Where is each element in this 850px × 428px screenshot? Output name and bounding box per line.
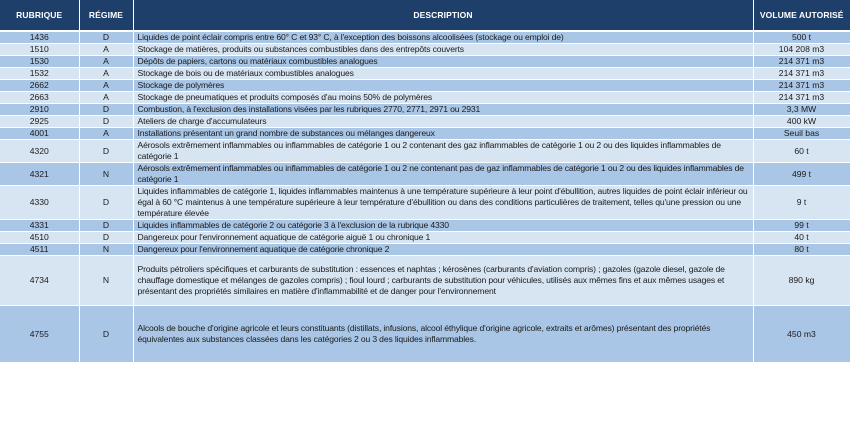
cell-volume: 890 kg: [753, 256, 850, 306]
cell-regime: A: [79, 44, 133, 56]
table-row: [0, 140, 850, 163]
cell-regime: N: [79, 163, 133, 186]
cell-volume: 214 371 m3: [753, 68, 850, 80]
cell-rubrique: 4330: [0, 186, 79, 220]
cell-rubrique: 4510: [0, 232, 79, 244]
cell-rubrique: 4320: [0, 140, 79, 163]
cell-description: Liquides de point éclair compris entre 60° C et 93° C, à l'exception des boissons alcoolisées (stockage ou emploi de): [133, 31, 753, 44]
cell-description: Aérosols extrêmement inflammables ou inflammables de catégorie 1 ou 2 ne contenant pas de gaz inflammables de catégorie 1 ou 2 ou des liquides inflammables de catégorie 1: [133, 163, 753, 186]
table-row: [0, 163, 850, 186]
table-row: [0, 68, 850, 80]
cell-volume: 214 371 m3: [753, 80, 850, 92]
cell-description: Ateliers de charge d'accumulateurs: [133, 116, 753, 128]
cell-volume: 80 t: [753, 244, 850, 256]
cell-description: Aérosols extrêmement inflammables ou inflammables de catégorie 1 ou 2 contenant des gaz inflammables de catégorie 1 ou 2 ou des liquides inflammables de catégorie 1: [133, 140, 753, 163]
cell-rubrique: 4734: [0, 256, 79, 306]
table-row: [0, 232, 850, 244]
cell-regime: A: [79, 56, 133, 68]
header-regime: RÉGIME: [79, 0, 133, 31]
cell-volume: 104 208 m3: [753, 44, 850, 56]
cell-regime: A: [79, 68, 133, 80]
cell-volume: 450 m3: [753, 306, 850, 363]
cell-rubrique: 4511: [0, 244, 79, 256]
cell-regime: N: [79, 244, 133, 256]
cell-regime: N: [79, 256, 133, 306]
cell-description: Dangereux pour l'environnement aquatique de catégorie aiguë 1 ou chronique 1: [133, 232, 753, 244]
cell-volume: 9 t: [753, 186, 850, 220]
cell-volume: 214 371 m3: [753, 56, 850, 68]
cell-volume: 500 t: [753, 31, 850, 44]
cell-regime: D: [79, 186, 133, 220]
cell-rubrique: 2662: [0, 80, 79, 92]
cell-rubrique: 1532: [0, 68, 79, 80]
table-row: [0, 44, 850, 56]
cell-regime: D: [79, 232, 133, 244]
cell-rubrique: 2663: [0, 92, 79, 104]
cell-description: Combustion, à l'exclusion des installations visées par les rubriques 2770, 2771, 2971 ou 2931: [133, 104, 753, 116]
cell-volume: 60 t: [753, 140, 850, 163]
header-description: DESCRIPTION: [133, 0, 753, 31]
cell-rubrique: 4331: [0, 220, 79, 232]
cell-volume: 499 t: [753, 163, 850, 186]
cell-rubrique: 1436: [0, 31, 79, 44]
table-row: [0, 92, 850, 104]
table-row: [0, 306, 850, 363]
cell-volume: 3,3 MW: [753, 104, 850, 116]
cell-volume: 40 t: [753, 232, 850, 244]
cell-regime: D: [79, 31, 133, 44]
header-rubrique: RUBRIQUE: [0, 0, 79, 31]
cell-regime: D: [79, 116, 133, 128]
cell-regime: D: [79, 306, 133, 363]
cell-rubrique: 4755: [0, 306, 79, 363]
table-row: [0, 116, 850, 128]
cell-regime: D: [79, 104, 133, 116]
table-row: [0, 256, 850, 306]
cell-rubrique: 1510: [0, 44, 79, 56]
cell-regime: A: [79, 128, 133, 140]
cell-regime: D: [79, 140, 133, 163]
cell-regime: A: [79, 92, 133, 104]
table-row: [0, 128, 850, 140]
cell-rubrique: 4321: [0, 163, 79, 186]
cell-description: Stockage de matières, produits ou substances combustibles dans des entrepôts couverts: [133, 44, 753, 56]
cell-description: Stockage de polymères: [133, 80, 753, 92]
cell-regime: A: [79, 80, 133, 92]
table-row: [0, 220, 850, 232]
cell-rubrique: 1530: [0, 56, 79, 68]
cell-description: Installations présentant un grand nombre de substances ou mélanges dangereux: [133, 128, 753, 140]
table-body: [0, 31, 850, 363]
cell-description: Stockage de pneumatiques et produits composés d'au moins 50% de polymères: [133, 92, 753, 104]
cell-volume: Seuil bas: [753, 128, 850, 140]
table-row: [0, 31, 850, 44]
cell-rubrique: 4001: [0, 128, 79, 140]
cell-rubrique: 2910: [0, 104, 79, 116]
cell-rubrique: 2925: [0, 116, 79, 128]
cell-description: Liquides inflammables de catégorie 1, liquides inflammables maintenus à une température supérieure à leur point d'ébullition, autres liquides de point éclair inférieur ou égal à 60 °C maintenus à une température supérieure à leur température d'ébullition ou dans des conditions particulières de traitement, telles qu'une pression ou une température élevée: [133, 186, 753, 220]
cell-description: Dangereux pour l'environnement aquatique de catégorie chronique 2: [133, 244, 753, 256]
cell-volume: 99 t: [753, 220, 850, 232]
cell-volume: 400 kW: [753, 116, 850, 128]
table-header-row: [0, 0, 850, 31]
header-volume: VOLUME AUTORISÉ: [753, 0, 850, 31]
cell-description: Alcools de bouche d'origine agricole et leurs constituants (distillats, infusions, alcool éthylique d'origine agricole, extraits et arômes) présentant des propriétés équivalentes aux substances classées dans les catégories 2 ou 3 des liquides inflammables.: [133, 306, 753, 363]
table-row: [0, 104, 850, 116]
table-row: [0, 186, 850, 220]
cell-regime: D: [79, 220, 133, 232]
cell-description: Produits pétroliers spécifiques et carburants de substitution : essences et naphtas ; kérosènes (carburants d'aviation compris) ; gazoles (gazole diesel, gazole de chauffage domestique et mélanges de gazoles compris) ; fioul lourd ; carburants de substitution pour véhicules, utilisés aux mêmes fins et aux mêmes usages et présentant des propriétés similaires en matière d'inflammabilité et de danger pour l'environnement: [133, 256, 753, 306]
table-row: [0, 80, 850, 92]
cell-description: Stockage de bois ou de matériaux combustibles analogues: [133, 68, 753, 80]
cell-volume: 214 371 m3: [753, 92, 850, 104]
cell-description: Dépôts de papiers, cartons ou matériaux combustibles analogues: [133, 56, 753, 68]
table-row: [0, 56, 850, 68]
table-row: [0, 244, 850, 256]
cell-description: Liquides inflammables de catégorie 2 ou catégorie 3 à l'exclusion de la rubrique 4330: [133, 220, 753, 232]
